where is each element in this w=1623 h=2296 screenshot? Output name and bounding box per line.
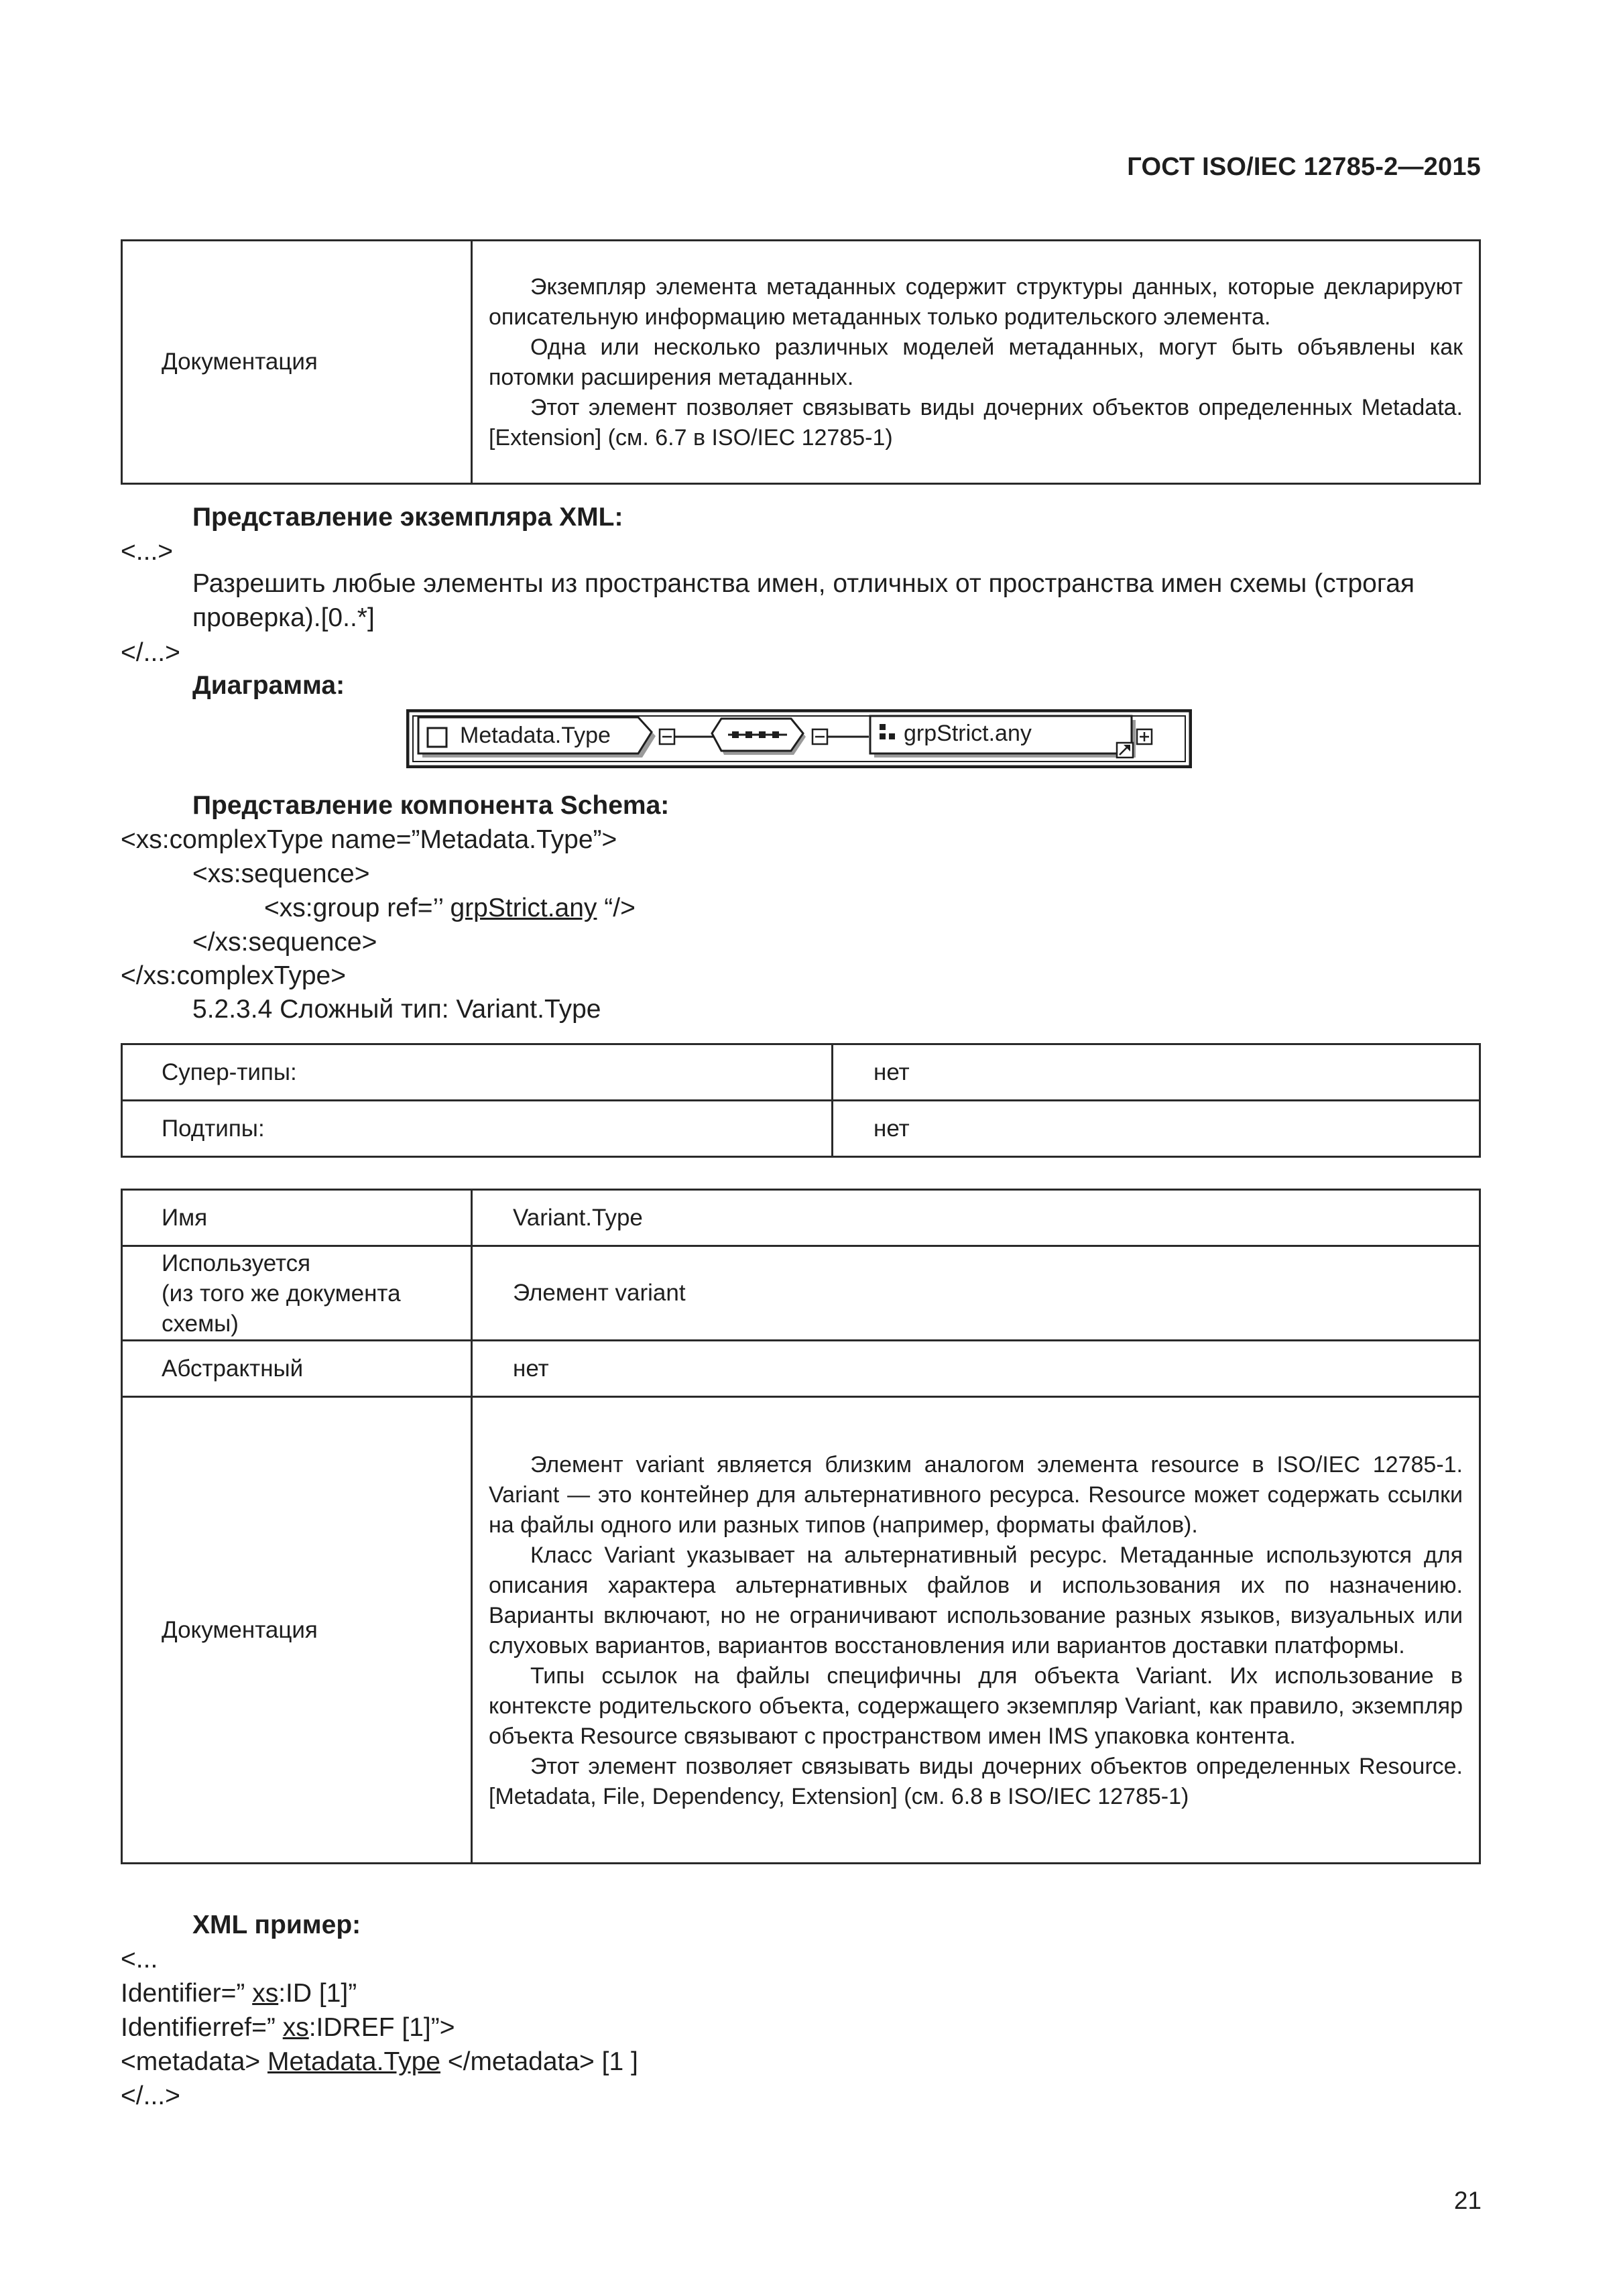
abstract-key: Абстрактный: [122, 1341, 472, 1397]
xml-example-line: Identifierref=” xs:IDREF [1]”>: [121, 2013, 455, 2042]
doc-paragraph: Одна или несколько различных моделей метаданных, могут быть объявлены как потомки расширения метаданных.: [489, 335, 1463, 390]
xml-example-heading: XML пример:: [192, 1911, 361, 1939]
table-row: [122, 1246, 1480, 1341]
xml-example-line: </...>: [121, 2081, 180, 2110]
doc-paragraph: Экземпляр элемента метаданных содержит структуры данных, которые декларируют описательную информацию метаданных только родительского элемента.: [489, 274, 1463, 330]
sequence-compositor-icon: [712, 719, 806, 755]
diagram-heading: Диаграмма:: [192, 671, 345, 700]
doc-paragraph: Этот элемент позволяет связывать виды дочерних объектов определенных Metadata.[Extension] (см. 6.7 в ISO/IEC 12785-1): [489, 395, 1463, 450]
table-row: [122, 1397, 1480, 1864]
group-ref-link[interactable]: grpStrict.any: [450, 894, 597, 922]
xml-instance-body: Разрешить любые элементы из пространства имен, отличных от пространства имен схемы (строгая проверка).[0..*]: [192, 569, 1415, 632]
complex-type-label: Metadata.Type: [460, 723, 611, 748]
subtypes-key: Подтипы:: [122, 1101, 833, 1157]
abstract-value: нет: [472, 1341, 1480, 1397]
doc-key-label: Документация: [162, 349, 318, 375]
xs-link[interactable]: xs: [282, 2013, 309, 2042]
doc-paragraph: Этот элемент позволяет связывать виды дочерних объектов определенных Resource. [Metadata, File, Dependency, Extension] (см. 6.8 в ISO/IEC 12785-1): [489, 1753, 1463, 1809]
schema-line: <xs:group ref=’’ grpStrict.any “/>: [264, 894, 636, 922]
complex-type-node[interactable]: [418, 717, 656, 758]
group-label: grpStrict.any: [904, 721, 1032, 746]
standard-header: ГОСТ ISO/IEC 12785-2—2015: [1127, 153, 1481, 181]
xml-example-line: <metadata> Metadata.Type </metadata> [1 ]: [121, 2047, 638, 2076]
collapse-icon[interactable]: [660, 729, 674, 744]
complex-type-icon: [428, 728, 446, 747]
schema-line: <xs:sequence>: [192, 859, 370, 888]
doc-key-cell: [122, 241, 472, 484]
supertypes-value: нет: [833, 1044, 1480, 1101]
table-row: [122, 1190, 1480, 1246]
doc-paragraph: Типы ссылок на файлы специфичны для объекта Variant. Их использование в контексте родительского объекта, содержащего экземпляр Variant, как правило, экземпляр объекта Resource связывают с пространством имен IMS упаковка контента.: [489, 1663, 1463, 1749]
doc-paragraph: Элемент variant является близким аналогом элемента resource в ISO/IEC 12785-1. Variant — это контейнер для альтернативного ресурса. Resource может содержать ссылки на файлы одного или разных типов (например, форматы файлов).: [489, 1451, 1463, 1538]
group-reference-node[interactable]: [870, 716, 1136, 758]
name-key: Имя: [122, 1190, 472, 1246]
xml-instance-close: </...>: [121, 638, 180, 667]
name-value: Variant.Type: [472, 1190, 1480, 1246]
schema-line: <xs:complexType name=”Metadata.Type”>: [121, 825, 617, 854]
subtypes-value: нет: [833, 1101, 1480, 1157]
schema-line: </xs:complexType>: [121, 961, 346, 990]
table-row: [122, 1044, 1480, 1101]
doc-value: [472, 1397, 1480, 1864]
xs-link[interactable]: xs: [252, 1979, 279, 2008]
variant-properties-table: [121, 1189, 1481, 1864]
xml-example-line: Identifier=” xs:ID [1]”: [121, 1979, 357, 2008]
schema-diagram: [406, 709, 1192, 768]
doc-paragraph: Класс Variant указывает на альтернативный ресурс. Метаданные используются для описания характера альтернативных файлов и использования их по назначению. Варианты включают, но не ограничивают использование разных языков, визуальных или слуховых вариантов, вариантов восстановления или вариантов доставки платформы.: [489, 1542, 1463, 1658]
page-number: 21: [1453, 2187, 1482, 2214]
section-title: 5.2.3.4 Сложный тип: Variant.Type: [192, 995, 601, 1024]
table-row: [122, 1101, 1480, 1157]
xml-example-line: <...: [121, 1945, 158, 1974]
table-row: [122, 1341, 1480, 1397]
doc-value-cell: [472, 241, 1480, 484]
collapse-icon[interactable]: [813, 729, 827, 744]
schema-line: </xs:sequence>: [192, 928, 377, 957]
used-value: Элемент variant: [472, 1246, 1480, 1341]
metadata-type-link[interactable]: Metadata.Type: [267, 2047, 440, 2076]
supertypes-key: Супер-типы:: [122, 1044, 833, 1101]
types-table: [121, 1043, 1481, 1158]
schema-heading: Представление компонента Schema:: [192, 791, 670, 820]
expand-icon[interactable]: [1137, 729, 1152, 744]
xml-instance-heading: Представление экземпляра XML:: [192, 503, 623, 532]
doc-key: Документация: [122, 1397, 472, 1864]
metadata-documentation-table: [121, 239, 1481, 485]
used-key: Используется (из того же документа схемы): [122, 1246, 472, 1341]
xml-instance-open: <...>: [121, 537, 174, 566]
